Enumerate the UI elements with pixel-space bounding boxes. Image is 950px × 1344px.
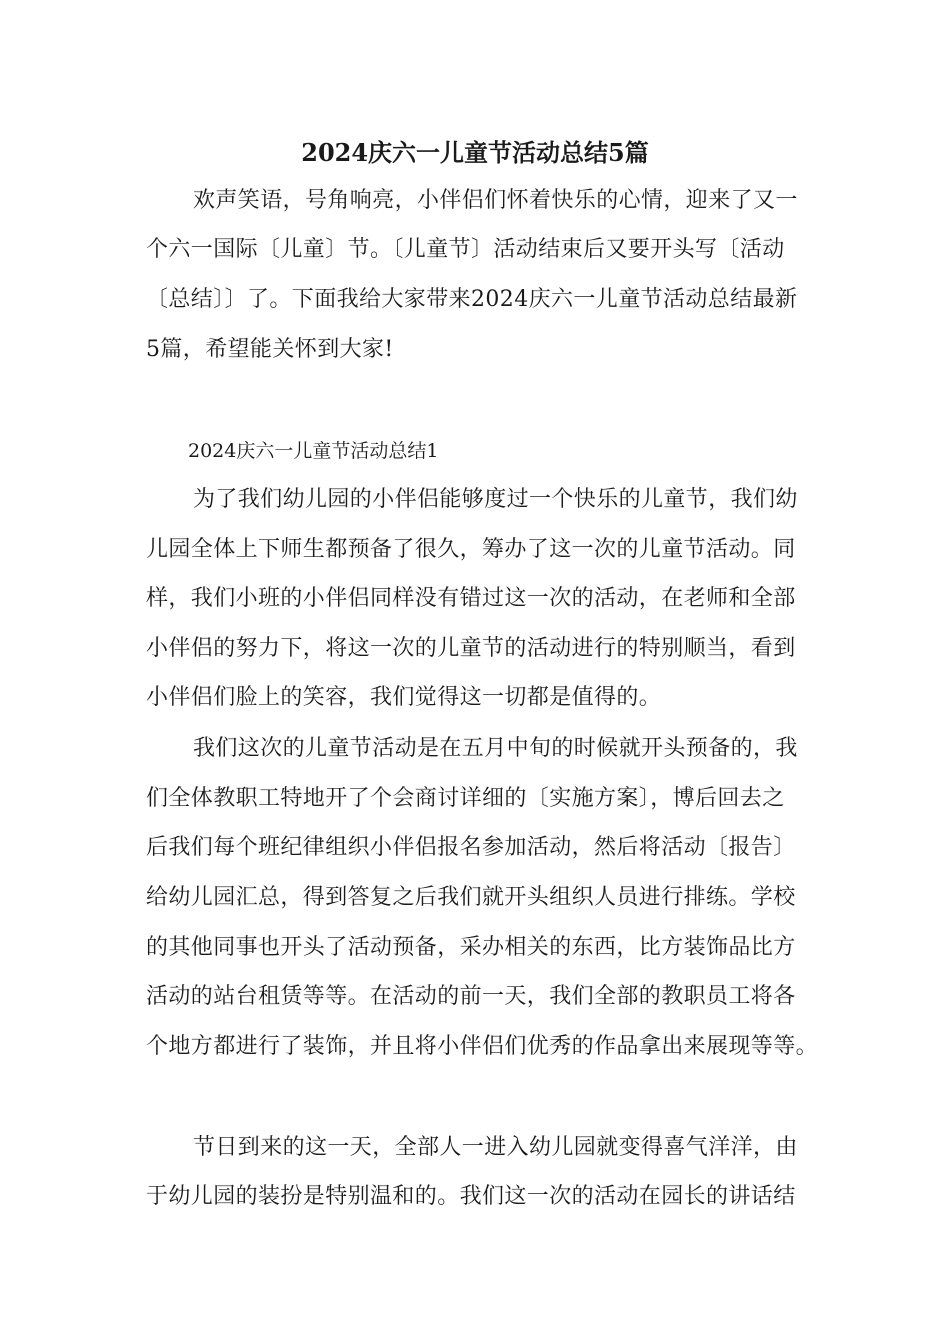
para1-line-1: 为了我们幼儿园的小伴侣能够度过一个快乐的儿童节，我们幼 [193,487,798,512]
para3-line-2: 于幼儿园的装扮是特别温和的。我们这一次的活动在园长的讲话结 [146,1184,796,1209]
para2-line-5: 的其他同事也开头了活动预备，采办相关的东西，比方装饰品比方 [146,935,796,960]
document-title: 2024庆六一儿童节活动总结5篇 [301,138,649,167]
intro-line-1: 欢声笑语，号角响亮，小伴侣们怀着快乐的心情，迎来了又一 [193,188,798,213]
intro-line-2: 个六一国际〔儿童〕节。〔儿童节〕活动结束后又要开头写〔活动 [146,237,785,262]
para2-line-2: 们全体教职工特地开了个会商讨详细的〔实施方案〕，博后回去之 [146,786,785,811]
para2-line-1: 我们这次的儿童节活动是在五月中旬的时候就开头预备的，我 [193,736,798,761]
para1-line-3: 样，我们小班的小伴侣同样没有错过这一次的活动，在老师和全部 [146,586,796,611]
para1-line-2: 儿园全体上下师生都预备了很久，筹办了这一次的儿童节活动。同 [146,537,796,562]
para2-line-4: 给幼儿园汇总，得到答复之后我们就开头组织人员进行排练。学校 [146,885,796,910]
section-heading: 2024庆六一儿童节活动总结1 [188,440,439,462]
intro-line-4: 5篇，希望能关怀到大家! [146,337,394,362]
para2-line-3: 后我们每个班纪律组织小伴侣报名参加活动，然后将活动〔报告〕 [146,835,796,860]
intro-line-3: 〔总结〕〕了。下面我给大家带来2024庆六一儿童节活动总结最新 [146,287,798,312]
para1-line-5: 小伴侣们脸上的笑容，我们觉得这一切都是值得的。 [146,685,662,710]
para3-line-1: 节日到来的这一天，全部人一进入幼儿园就变得喜气洋洋，由 [193,1135,798,1160]
para2-line-6: 活动的站台租赁等等。在活动的前一天，我们全部的教职员工将各 [146,984,796,1009]
para1-line-4: 小伴侣的努力下，将这一次的儿童节的活动进行的特别顺当，看到 [146,636,796,661]
para2-line-7: 个地方都进行了装饰，并且将小伴侣们优秀的作品拿出来展现等等。 [146,1034,819,1059]
